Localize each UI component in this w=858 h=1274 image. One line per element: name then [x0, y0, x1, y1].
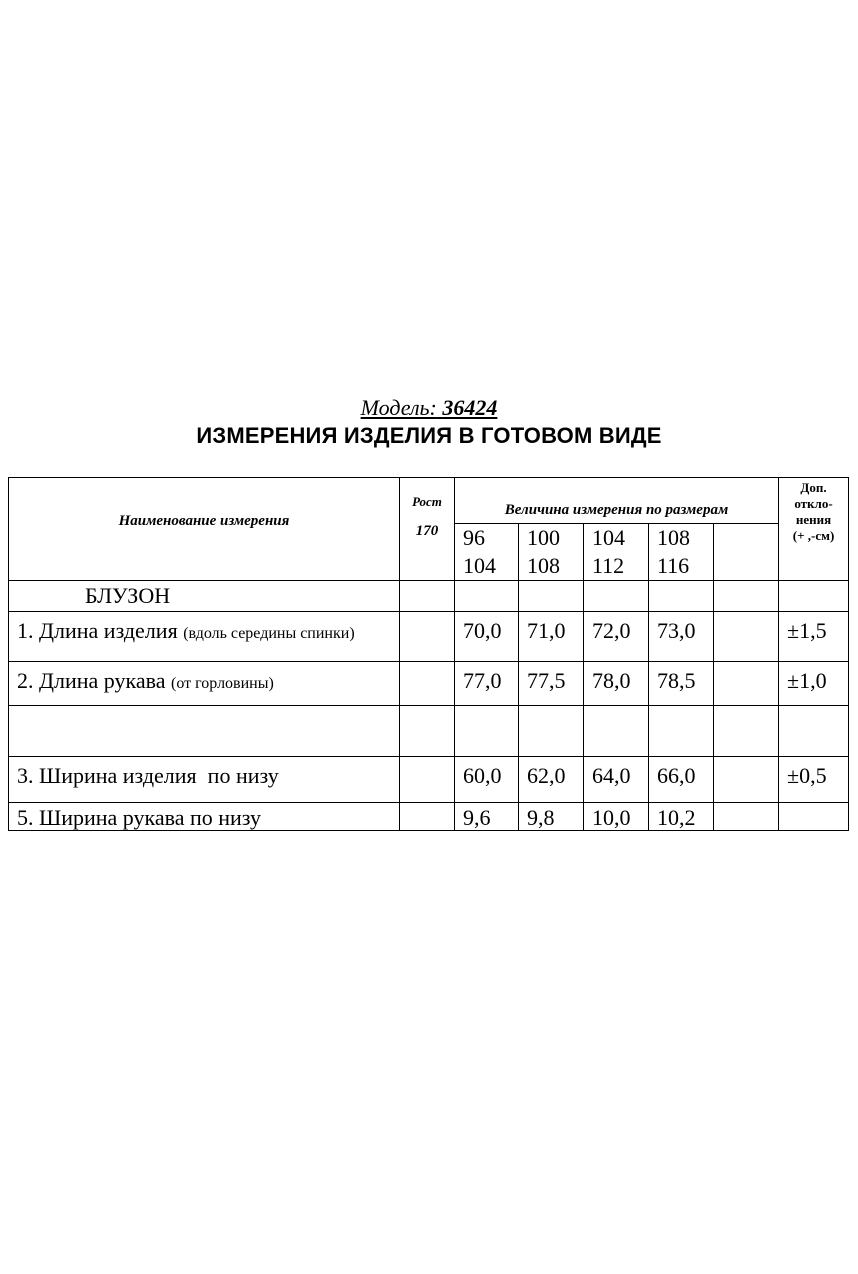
header-measurement-name: Наименование измерения	[9, 478, 400, 581]
size-top: 96	[463, 525, 485, 550]
value-cell: 64,0	[584, 757, 649, 803]
header-height	[400, 478, 455, 581]
size-top: 108	[657, 525, 690, 550]
measurements-table	[8, 477, 849, 831]
value-cell: 71,0	[519, 612, 584, 662]
empty-cell	[779, 706, 849, 757]
tolerance-cell: ±0,5	[779, 757, 849, 803]
size-bottom: 104	[463, 553, 496, 578]
table-row	[9, 757, 849, 803]
tolerance-cell	[779, 803, 849, 831]
header-sizes: Величина измерения по размерам	[455, 478, 779, 524]
empty-cell	[649, 706, 714, 757]
height-cell	[400, 612, 455, 662]
value-cell: 77,0	[455, 662, 519, 706]
empty-cell	[519, 706, 584, 757]
size-col-2	[519, 524, 584, 581]
size-col-empty	[714, 524, 779, 581]
size-col-4	[649, 524, 714, 581]
empty-cell	[584, 581, 649, 612]
value-cell: 10,0	[584, 803, 649, 831]
empty-cell	[779, 581, 849, 612]
model-label: Модель:	[360, 395, 437, 420]
empty-cell	[714, 662, 779, 706]
table-row	[9, 803, 849, 831]
size-top: 104	[592, 525, 625, 550]
tolerance-cell: ±1,0	[779, 662, 849, 706]
empty-cell	[714, 803, 779, 831]
empty-cell	[714, 612, 779, 662]
value-cell: 66,0	[649, 757, 714, 803]
value-cell: 9,8	[519, 803, 584, 831]
value-cell: 60,0	[455, 757, 519, 803]
empty-cell	[714, 581, 779, 612]
size-bottom: 116	[657, 553, 690, 578]
label-note: (вдоль середины спинки)	[183, 625, 355, 642]
empty-cell	[649, 581, 714, 612]
size-bottom: 112	[592, 553, 625, 578]
height-cell	[400, 662, 455, 706]
height-value: 170	[415, 523, 439, 539]
label-note: (от горловины)	[171, 675, 274, 692]
measurement-label	[9, 662, 400, 706]
label-text: 2. Длина рукава	[17, 668, 166, 693]
tolerance-line: Доп.	[800, 480, 827, 495]
value-cell: 70,0	[455, 612, 519, 662]
size-bottom: 108	[527, 553, 560, 578]
header-tolerance	[779, 478, 849, 581]
measurement-label: 5. Ширина рукава по низу	[9, 803, 400, 831]
value-cell: 10,2	[649, 803, 714, 831]
value-cell: 78,5	[649, 662, 714, 706]
size-col-3	[584, 524, 649, 581]
model-line	[0, 395, 858, 421]
value-cell: 9,6	[455, 803, 519, 831]
height-cell	[400, 803, 455, 831]
value-cell: 73,0	[649, 612, 714, 662]
measurement-label: 3. Ширина изделия по низу	[9, 757, 400, 803]
header-row-top	[9, 478, 849, 524]
page-title: ИЗМЕРЕНИЯ ИЗДЕЛИЯ В ГОТОВОМ ВИДЕ	[196, 423, 662, 448]
measurement-label	[9, 612, 400, 662]
tolerance-line: нения	[795, 512, 832, 527]
empty-cell	[584, 706, 649, 757]
label-text: 1. Длина изделия	[17, 618, 178, 643]
table-row	[9, 612, 849, 662]
model-number: 36424	[442, 395, 498, 420]
section-title: БЛУЗОН	[9, 581, 400, 612]
empty-cell	[714, 706, 779, 757]
tolerance-cell: ±1,5	[779, 612, 849, 662]
size-col-1	[455, 524, 519, 581]
height-label: Рост	[412, 494, 442, 509]
table-row	[9, 662, 849, 706]
empty-cell	[455, 581, 519, 612]
empty-cell	[400, 706, 455, 757]
value-cell: 72,0	[584, 612, 649, 662]
tolerance-line: (+ ,-см)	[792, 528, 835, 543]
empty-cell	[455, 706, 519, 757]
value-cell: 77,5	[519, 662, 584, 706]
value-cell: 62,0	[519, 757, 584, 803]
empty-cell	[519, 581, 584, 612]
tolerance-line: откло-	[794, 496, 833, 511]
height-cell	[400, 757, 455, 803]
empty-cell	[714, 757, 779, 803]
section-row	[9, 581, 849, 612]
empty-row	[9, 706, 849, 757]
value-cell: 78,0	[584, 662, 649, 706]
empty-cell	[400, 581, 455, 612]
size-top: 100	[527, 525, 560, 550]
empty-cell	[9, 706, 400, 757]
